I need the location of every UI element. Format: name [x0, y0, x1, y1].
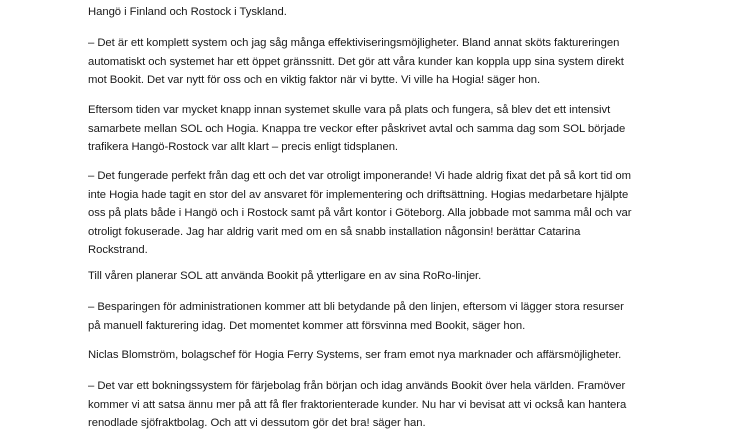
paragraph — [88, 377, 700, 433]
text-line: oss på plats både i Hangö och i Rostock samt på vårt kontor i Göteborg. Alla jobbade mot samma mål och var — [88, 207, 632, 219]
text-line: på manuell fakturering idag. Det momentet kommer att försvinna med Bookit, säger hon. — [88, 319, 526, 332]
text-line: renodlade sjöfraktbolag. Och att vi dessutom gör det bra! säger han. — [88, 417, 426, 429]
text-line: kommer vi att satsa ännu mer på att få fler fraktorienterade kunder. Nu har vi bevisat att vi också kan hantera — [88, 398, 627, 411]
text-line: Till våren planerar SOL att använda Bookit på ytterligare en av sina RoRo-linjer. — [88, 270, 482, 282]
text-line: inte Hogia hade tagit en stor del av ansvaret för implementering och driftsättning. Hogias medarbetare hjälpte — [88, 188, 629, 201]
text-line: – Besparingen för administrationen kommer att bli betydande på den linjen, eftersom vi lägger stora resurser — [88, 301, 624, 313]
paragraph — [88, 298, 700, 335]
text-line: – Det fungerade perfekt från dag ett och det var otroligt imponerande! Vi hade aldrig fixat det på så kort tid om — [88, 170, 631, 182]
paragraph — [88, 346, 700, 365]
text-line: mot Bookit. Det var nytt för oss och en viktig faktor när vi bytte. Vi ville ha Hogia! säger hon. — [88, 74, 541, 86]
text-line: Eftersom tiden var mycket knapp innan systemet skulle vara på plats och fungera, så blev det ett intensivt — [88, 104, 611, 116]
paragraph — [88, 34, 700, 90]
text-line: samarbete mellan SOL och Hogia. Knappa tre veckor efter påskrivet avtal och samma dag som SOL började — [88, 122, 626, 135]
text-line: – Det är ett komplett system och jag såg många effektiviseringsmöjligheter. Bland annat sköts faktureringen — [88, 37, 620, 49]
paragraph — [88, 167, 700, 260]
paragraph — [88, 3, 700, 22]
text-line: trafikera Hangö-Rostock var allt klart – precis enligt tidsplanen. — [88, 141, 399, 153]
text-line: automatiskt och systemet har ett öppet gränssnitt. Det gör att våra kunder kan koppla upp sina system direkt — [88, 55, 624, 68]
text-line: Hangö i Finland och Rostock i Tyskland. — [88, 6, 287, 18]
text-line: otroligt fokuserade. Jag har aldrig varit med om en så snabb installation någonsin! berättar Catarina — [88, 225, 581, 238]
paragraph — [88, 267, 700, 286]
text-line: Rockstrand. — [88, 244, 148, 256]
text-line: Niclas Blomström, bolagschef för Hogia Ferry Systems, ser fram emot nya marknader och affärsmöjligheter. — [88, 349, 622, 361]
paragraph — [88, 101, 700, 157]
text-line: – Det var ett bokningssystem för färjebolag från början och idag används Bookit över hela världen. Framöver — [88, 380, 626, 392]
